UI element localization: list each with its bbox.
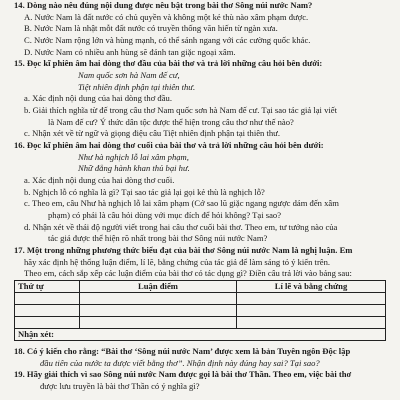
col-evidence: Lí lẽ và bằng chứng: [237, 281, 386, 293]
text-line-q16a: a. Xác định nội dung của hai dòng thơ cuối.: [24, 175, 175, 186]
argument-table: [14, 280, 386, 341]
table-footer-row: [15, 329, 386, 341]
text-line-p1: Nam quốc sơn hà Nam đế cư,: [78, 70, 180, 81]
text-line-q14b: B. Nước Nam là nhật mỗt đất nước có truyền thống văn hiến từ ngàn xưa.: [24, 23, 278, 34]
text-line-q19a: 19. Hãy giải thích vì sao Sông núi nước Nam được gọi là bài thơ Thần. Theo em, việc bài thơ: [14, 369, 352, 380]
text-line-p4: Nhữ đẳng hành khan thủ bại hư.: [78, 163, 190, 174]
text-line-q15a: a. Xác định nội dung của hai dòng thơ đầu.: [24, 93, 172, 104]
text-line-q17a: 17. Một trong những phương thức biểu đạt của bài thơ Sông núi nước Nam là nghị luận. Em: [14, 245, 353, 256]
text-line-q15b1: b. Giải thích nghĩa từ đế trong câu thơ Nam quốc sơn hà Nam đế cư. Tại sao tác giả lại viết: [24, 105, 337, 116]
text-line-q17b: hãy xác định hệ thống luận điểm, lí lẽ, bằng chứng của tác giả để làm sáng tỏ ý kiến trên.: [24, 256, 331, 267]
text-line-q19b: được lưu truyền là bài thơ Thần có ý nghĩa gì?: [40, 381, 200, 392]
text-line-q16b: b. Nghịch lỗ có nghĩa là gì? Tại sao tác giả lại gọi kẻ thù là nghịch lỗ?: [24, 186, 265, 197]
questions-bottom: [14, 346, 394, 392]
questions-top: [14, 0, 394, 279]
table-row: [15, 305, 386, 317]
text-line-q16: 16. Đọc kĩ phiên âm hai dòng thơ cuối của bài thơ và trả lời những câu hỏi bên dưới:: [14, 140, 324, 151]
text-line-q17c: Theo em, cách sắp xếp các luận điểm của bài thơ có tác dụng gì? Điền câu trả lời vào bảng sau:: [24, 268, 352, 279]
text-line-q15: 15. Đọc kĩ phiên âm hai dòng thơ đầu của bài thơ và trả lời những câu hỏi bên dưới:: [14, 58, 323, 69]
col-order: Thứ tự: [15, 281, 80, 293]
table-row: [15, 293, 386, 305]
text-line-q14: 14. Dòng nào nêu đúng nội dung được nêu bật trong bài thơ Sông núi nước Nam?: [14, 0, 313, 10]
text-line-q16d2: tác giả được thể hiện rõ nhất trong bài thơ Sông núi nước Nam?: [48, 233, 268, 244]
table-comment: Nhận xét:: [15, 329, 386, 341]
text-line-q14d: D. Nước Nam có nhiều anh hùng sẽ đánh tan giặc ngoại xâm.: [24, 46, 236, 57]
col-argument: Luận điểm: [80, 281, 237, 293]
text-line-q18b: đầu tiên của nước ta được viết bằng thơ”. Nhận định này đúng hay sai? Tại sao?: [40, 357, 320, 368]
text-line-p2: Tiệt nhiên định phận tại thiên thư.: [78, 81, 196, 92]
text-line-q15b2: là Nam đế cư? Ý thức dân tộc được thể hiện trong câu thơ như thế nào?: [48, 116, 294, 127]
text-line-q16c2: phạm) có phải là câu hỏi dùng với mục đích để hỏi không? Tại sao?: [48, 210, 282, 221]
text-line-q14a: A. Nước Nam là đất nước có chủ quyền và không một kẻ thù nào xâm phạm được.: [24, 11, 309, 22]
text-line-q14c: C. Nước Nam rộng lớn và hùng mạnh, có thể sánh ngang với các cường quốc khác.: [24, 35, 311, 46]
table-row: [15, 317, 386, 329]
text-line-q18a: 18. Có ý kiến cho rằng: “Bài thơ ‘Sông núi nước Nam’ được xem là bản Tuyên ngôn Độc lập: [14, 346, 351, 357]
text-line-q16d1: d. Nhận xét về thái độ người viết trong hai câu thơ cuối bài thơ. Theo em, tư tưởng nào của: [24, 221, 338, 232]
text-line-p3: Như hà nghịch lỗ lai xâm phạm,: [78, 151, 189, 162]
text-line-q16c1: c. Theo em, câu Như hà nghịch lỗ lai xâm phạm (Cớ sao lũ giặc ngang ngược dám đến xâm: [24, 198, 339, 209]
table-header-row: [15, 281, 386, 293]
text-line-q15c: c. Nhận xét về từ ngữ và giọng điệu câu Tiệt nhiên định phận tại thiên thư.: [24, 128, 280, 139]
